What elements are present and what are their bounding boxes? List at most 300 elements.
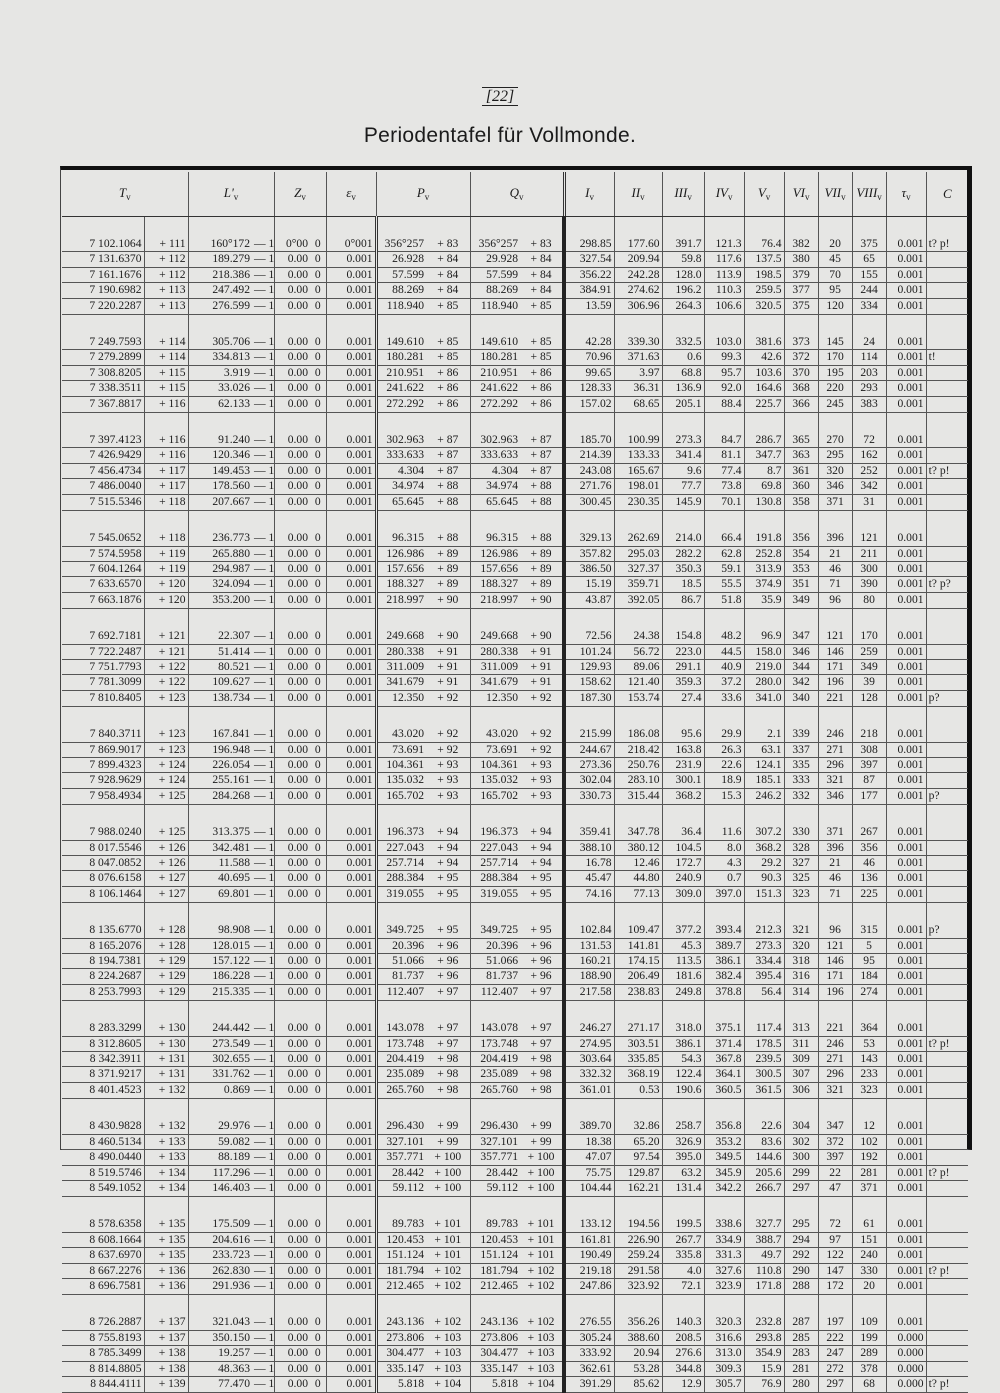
table-cell: 103.6 [744, 365, 784, 380]
table-cell: — 1 [254, 1346, 275, 1360]
table-cell: + 84 [520, 267, 564, 282]
table-cell: 383 [852, 396, 886, 412]
table-cell: 350.150 [188, 1330, 252, 1345]
table-cell: + 127 [144, 871, 188, 886]
table-cell: 22 [818, 1165, 852, 1180]
table-cell: 0 [310, 396, 326, 412]
table-cell: 302.04 [564, 773, 614, 788]
table-cell: 45.47 [564, 871, 614, 886]
table-cell: 180.281 [470, 350, 520, 365]
table-cell: + 95 [426, 903, 470, 938]
table-cell: 0.001 [886, 1001, 926, 1036]
table-cell: 33.026 [188, 381, 252, 396]
table-cell: — 1 [252, 609, 274, 644]
header-subscript: v [765, 192, 771, 203]
table-cell: + 135 [144, 1232, 188, 1247]
table-cell [926, 267, 968, 282]
table-cell: — 1 [254, 1248, 275, 1262]
table-cell: 211 [852, 546, 886, 561]
table-cell: 8 814.8805 [62, 1361, 144, 1376]
table-cell: + 89 [426, 577, 470, 592]
table-cell: 117.296 [188, 1165, 252, 1180]
table-cell: 95.7 [704, 365, 744, 380]
table-cell: 247.492 [188, 283, 252, 298]
table-cell: 178.560 [188, 479, 252, 494]
table-cell: 102.84 [564, 903, 614, 938]
table-cell: 252 [852, 463, 886, 478]
table-cell: — 1 [252, 1001, 274, 1036]
table-cell: 117.6 [704, 252, 744, 267]
table-cell: 203 [852, 365, 886, 380]
table-cell: 342 [784, 675, 818, 690]
table-cell: + 113 [144, 283, 188, 298]
table-cell: — 1 [252, 592, 274, 608]
header-subscript: v [589, 192, 594, 203]
table-cell [926, 252, 968, 267]
table-cell: 0.001 [886, 1134, 926, 1149]
table-cell: 329.13 [564, 511, 614, 546]
table-cell: 0.00 [274, 788, 310, 804]
table-cell: 0.001 [326, 659, 376, 674]
table-cell: 328 [784, 840, 818, 855]
table-cell: 218.997 [470, 592, 520, 608]
table-cell: 327 [784, 856, 818, 871]
table-row [62, 577, 968, 592]
table-cell: 215.99 [564, 707, 614, 742]
table-cell: 109 [852, 1295, 886, 1330]
table-cell: 258.7 [662, 1099, 704, 1134]
table-cell: 0.001 [886, 479, 926, 494]
table-cell [926, 1346, 968, 1361]
table-cell: 359.71 [614, 577, 662, 592]
table-cell: 136 [852, 871, 886, 886]
table-row [62, 396, 968, 412]
table-cell: + 115 [144, 381, 188, 396]
table-cell: 170 [818, 350, 852, 365]
table-row [62, 511, 968, 546]
table-cell: 0 [310, 1278, 326, 1294]
table-cell: 0.001 [326, 1180, 376, 1196]
table-cell: 69.8 [744, 479, 784, 494]
table-cell: + 118 [144, 511, 188, 546]
table-cell: 62.8 [704, 546, 744, 561]
table-cell: 214.39 [564, 448, 614, 463]
table-cell: 0 [310, 690, 326, 706]
table-cell [926, 1052, 968, 1067]
table-cell: + 88 [520, 494, 564, 510]
header-label: VIII [856, 185, 878, 201]
table-cell: 335.8 [662, 1248, 704, 1263]
table-cell: + 126 [144, 856, 188, 871]
table-cell: 7 367.8817 [62, 396, 144, 412]
table-cell: 196.2 [662, 283, 704, 298]
table-cell: 0.001 [326, 805, 376, 840]
table-cell: 363 [784, 448, 818, 463]
table-row [62, 350, 968, 365]
table-cell: + 86 [426, 396, 470, 412]
table-cell: 26.928 [376, 252, 426, 267]
table-row [62, 954, 968, 969]
table-cell: 227.043 [376, 840, 426, 855]
table-cell: 241.622 [470, 381, 520, 396]
table-cell: 371 [818, 494, 852, 510]
table-cell: + 116 [144, 413, 188, 448]
table-cell: 0.001 [326, 1330, 376, 1345]
table-cell: 313.0 [704, 1346, 744, 1361]
table-cell: t? p! [926, 1165, 968, 1180]
table-cell: — 1 [252, 1197, 274, 1232]
table-cell: 8.0 [704, 840, 744, 855]
table-cell: 0 [310, 757, 326, 772]
table-cell: 95.6 [662, 707, 704, 742]
table-cell: 145 [818, 315, 852, 350]
table-cell: 212.465 [376, 1278, 426, 1294]
table-cell: 46 [818, 561, 852, 576]
table-cell: 138.734 [188, 690, 252, 706]
table-cell: 206.49 [614, 969, 662, 984]
table-row [62, 283, 968, 298]
table-cell: 368.2 [744, 840, 784, 855]
table-cell: 309.3 [704, 1361, 744, 1376]
table-cell: 15.19 [564, 577, 614, 592]
table-cell: + 103 [426, 1361, 470, 1376]
table-cell: 276.55 [564, 1295, 614, 1330]
table-cell: 0 [310, 381, 326, 396]
table-cell: 0.001 [886, 350, 926, 365]
table-cell: + 114 [144, 350, 188, 365]
table-cell: 0.001 [326, 644, 376, 659]
table-cell: 0 [310, 675, 326, 690]
table-cell: 8 017.5546 [62, 840, 144, 855]
table-cell: 84.7 [704, 413, 744, 448]
table-cell: 0 [310, 707, 326, 742]
table-row [62, 871, 968, 886]
table-cell: + 124 [144, 773, 188, 788]
table-cell: 158.0 [744, 644, 784, 659]
table-cell: 0.000 [886, 1376, 926, 1392]
table-row [62, 984, 968, 1000]
table-cell: + 102 [426, 1295, 470, 1330]
table-cell: 397 [852, 757, 886, 772]
table-cell: 7 397.4123 [62, 413, 144, 448]
table-cell: 7 604.1264 [62, 561, 144, 576]
table-cell: + 89 [520, 561, 564, 576]
table-cell: 81.737 [470, 969, 520, 984]
table-cell: 262.830 [188, 1263, 252, 1278]
table-cell: 291.1 [662, 659, 704, 674]
table-cell: + 129 [144, 969, 188, 984]
table-cell: + 102 [426, 1263, 470, 1278]
table-cell: 33.6 [704, 690, 744, 706]
table-cell: 63.2 [662, 1165, 704, 1180]
table-cell: 8 076.6158 [62, 871, 144, 886]
table-cell: 0.001 [326, 938, 376, 953]
table-cell: — 1 [254, 479, 275, 493]
table-cell: + 95 [426, 886, 470, 902]
table-cell: + 113 [144, 298, 188, 314]
header-label: ε [346, 185, 352, 201]
table-cell: + 91 [426, 644, 470, 659]
table-cell: 92.0 [704, 381, 744, 396]
table-row [62, 1036, 968, 1051]
table-cell: 20 [818, 217, 852, 252]
table-cell: 12 [852, 1099, 886, 1134]
table-row [62, 1180, 968, 1196]
table-cell: 377 [784, 283, 818, 298]
table-cell: + 87 [520, 448, 564, 463]
table-cell: 0.001 [886, 788, 926, 804]
table-cell: 325 [784, 871, 818, 886]
table-cell: + 88 [520, 511, 564, 546]
table-cell: 356.22 [564, 267, 614, 282]
table-cell: 300 [852, 561, 886, 576]
table-cell: 0.001 [326, 707, 376, 742]
table-cell: 0.001 [886, 856, 926, 871]
table-cell: 151.3 [744, 886, 784, 902]
table-cell: 267 [852, 805, 886, 840]
table-cell: + 91 [426, 659, 470, 674]
table-cell: 368.19 [614, 1067, 662, 1082]
table-cell: 271.76 [564, 479, 614, 494]
table-cell: 128 [852, 690, 886, 706]
table-cell: + 120 [144, 577, 188, 592]
table-cell: 0.001 [326, 1067, 376, 1082]
table-cell: 296.430 [470, 1099, 520, 1134]
table-cell: 73.8 [704, 479, 744, 494]
table-cell: 273.3 [744, 938, 784, 953]
table-cell: 0.00 [274, 561, 310, 576]
table-cell: 0.001 [326, 840, 376, 855]
table-cell: 0.00 [274, 350, 310, 365]
table-cell: 0 [310, 1001, 326, 1036]
table-cell: 0.00 [274, 577, 310, 592]
table-cell: 386.1 [704, 954, 744, 969]
table-cell: 379 [784, 267, 818, 282]
table-cell: 341.679 [470, 675, 520, 690]
table-cell: 0.001 [326, 592, 376, 608]
table-cell: 77.13 [614, 886, 662, 902]
table-cell: 331.3 [704, 1248, 744, 1263]
header-6 [564, 172, 614, 217]
table-cell: 391.29 [564, 1376, 614, 1392]
table-cell: + 100 [520, 1150, 564, 1165]
table-cell: + 94 [426, 856, 470, 871]
table-cell: — 1 [254, 252, 275, 266]
table-cell: + 136 [144, 1263, 188, 1278]
table-cell: 53.28 [614, 1361, 662, 1376]
table-cell: 342.2 [704, 1180, 744, 1196]
table-cell: 335.85 [614, 1052, 662, 1067]
table-cell: 297 [784, 1180, 818, 1196]
table-cell: 0 [310, 644, 326, 659]
header-label: VII [824, 185, 842, 201]
table-cell: 233 [852, 1067, 886, 1082]
table-cell: 0.00 [274, 690, 310, 706]
table-cell: + 86 [520, 396, 564, 412]
table-cell: t? p! [926, 1376, 968, 1392]
table-cell: 222 [818, 1330, 852, 1345]
table-cell: 0.000 [886, 1330, 926, 1345]
table-cell: + 86 [520, 381, 564, 396]
table-cell: 0 [310, 903, 326, 938]
table-cell: 16.78 [564, 856, 614, 871]
table-cell: 129.87 [614, 1165, 662, 1180]
header-3 [326, 172, 376, 217]
table-cell: 0.001 [886, 1197, 926, 1232]
table-cell: 71 [818, 886, 852, 902]
table-cell: 0 [310, 1165, 326, 1180]
table-cell: + 98 [520, 1067, 564, 1082]
table-cell: 149.453 [188, 463, 252, 478]
table-cell: 372 [818, 1134, 852, 1149]
table-cell: 65.20 [614, 1134, 662, 1149]
table-cell: 0.00 [274, 1134, 310, 1149]
table-cell: 330 [784, 805, 818, 840]
table-cell: 0 [310, 350, 326, 365]
table-cell: 21 [818, 546, 852, 561]
table-cell: 0.00 [274, 707, 310, 742]
header-subscript: v [301, 192, 306, 203]
table-cell: 0.001 [886, 757, 926, 772]
table-cell: 342 [852, 479, 886, 494]
table-cell: 77.470 [188, 1376, 252, 1392]
table-cell [926, 1134, 968, 1149]
table-cell: 73.691 [470, 742, 520, 757]
table-cell: 240.9 [662, 871, 704, 886]
table-cell: + 97 [426, 1001, 470, 1036]
table-cell: — 1 [254, 742, 275, 756]
table-cell: 397.0 [704, 886, 744, 902]
table-cell: 0.001 [326, 315, 376, 350]
table-cell: 0.00 [274, 511, 310, 546]
table-cell: 300.45 [564, 494, 614, 510]
table-cell: 0.001 [886, 1165, 926, 1180]
table-cell: 146 [818, 954, 852, 969]
table-cell: 378 [852, 1361, 886, 1376]
table-cell: 320.3 [704, 1295, 744, 1330]
table-cell [926, 938, 968, 953]
table-row [62, 448, 968, 463]
table-cell: 88.269 [376, 283, 426, 298]
header-label: C [942, 185, 952, 201]
table-row [62, 1376, 968, 1392]
table-cell: 0.001 [886, 707, 926, 742]
table-cell: 209.94 [614, 252, 662, 267]
table-cell: 121 [852, 511, 886, 546]
table-cell: 8 371.9217 [62, 1067, 144, 1082]
table-header [62, 172, 968, 217]
table-cell [926, 1295, 968, 1330]
table-cell: — 1 [254, 1052, 275, 1066]
table-cell: 316 [784, 969, 818, 984]
table-cell: 0.001 [886, 675, 926, 690]
table-cell: 371.63 [614, 350, 662, 365]
table-cell: 219.18 [564, 1263, 614, 1278]
table-cell: 309 [784, 1052, 818, 1067]
table-cell: 7 958.4934 [62, 788, 144, 804]
table-cell: + 124 [144, 757, 188, 772]
table-row [62, 561, 968, 576]
table-cell [926, 1232, 968, 1247]
table-row [62, 1197, 968, 1232]
table-cell: 104.361 [376, 757, 426, 772]
table-cell: 360.5 [704, 1082, 744, 1098]
table-cell: — 1 [254, 644, 275, 658]
table-row [62, 1346, 968, 1361]
table-row [62, 1278, 968, 1294]
table-cell: 395.4 [744, 969, 784, 984]
table-cell: 13.59 [564, 298, 614, 314]
table-cell: — 1 [254, 871, 275, 885]
table-cell: 323 [784, 886, 818, 902]
table-cell: + 94 [426, 840, 470, 855]
table-cell: 349 [852, 659, 886, 674]
table-cell: 218.386 [188, 267, 252, 282]
table-cell: 149.610 [470, 315, 520, 350]
header-subscript: v [233, 192, 239, 203]
table-cell: + 125 [144, 805, 188, 840]
header-0 [62, 172, 188, 217]
table-cell: 327.101 [376, 1134, 426, 1149]
table-row [62, 675, 968, 690]
table-cell: + 96 [426, 954, 470, 969]
table-cell: 4.3 [704, 856, 744, 871]
page-title: Periodentafel für Vollmonde. [363, 124, 637, 147]
table-row [62, 707, 968, 742]
table-cell: 196.948 [188, 742, 252, 757]
table-cell: + 94 [520, 840, 564, 855]
table-cell: 393.4 [704, 903, 744, 938]
table-cell: 0.001 [326, 413, 376, 448]
table-cell: 287 [784, 1295, 818, 1330]
table-cell: + 88 [520, 479, 564, 494]
table-cell: 276.599 [188, 298, 252, 314]
table-cell: 0 [310, 984, 326, 1000]
table-cell: 0.001 [886, 742, 926, 757]
table-cell: 45.3 [662, 938, 704, 953]
table-cell: — 1 [254, 381, 275, 395]
table-cell: 246.2 [744, 788, 784, 804]
table-cell: 36.31 [614, 381, 662, 396]
table-cell: 31 [852, 494, 886, 510]
table-cell: 274 [852, 984, 886, 1000]
table-cell: 0.00 [274, 984, 310, 1000]
table-cell: 349.5 [704, 1150, 744, 1165]
table-cell: 12.9 [662, 1376, 704, 1392]
table-cell: 0 [310, 871, 326, 886]
table-cell: 396 [818, 840, 852, 855]
table-cell: + 101 [426, 1232, 470, 1247]
table-cell: 151.124 [376, 1248, 426, 1263]
table-cell: + 90 [520, 609, 564, 644]
table-cell: 7 869.9017 [62, 742, 144, 757]
table-cell: 0.00 [274, 1232, 310, 1247]
table-cell: 155 [852, 267, 886, 282]
table-cell: + 95 [520, 903, 564, 938]
table-cell: 77.7 [662, 479, 704, 494]
table-cell: 334.813 [188, 350, 252, 365]
table-row [62, 1263, 968, 1278]
table-cell: 12.350 [470, 690, 520, 706]
table-cell: 4.304 [376, 463, 426, 478]
table-cell: 346 [818, 788, 852, 804]
table-cell: 307.2 [744, 805, 784, 840]
row-group [62, 805, 968, 903]
table-cell: 323.9 [704, 1278, 744, 1294]
table-cell: 8 312.8605 [62, 1036, 144, 1051]
header-subscript: v [640, 192, 645, 203]
table-cell: + 93 [426, 773, 470, 788]
